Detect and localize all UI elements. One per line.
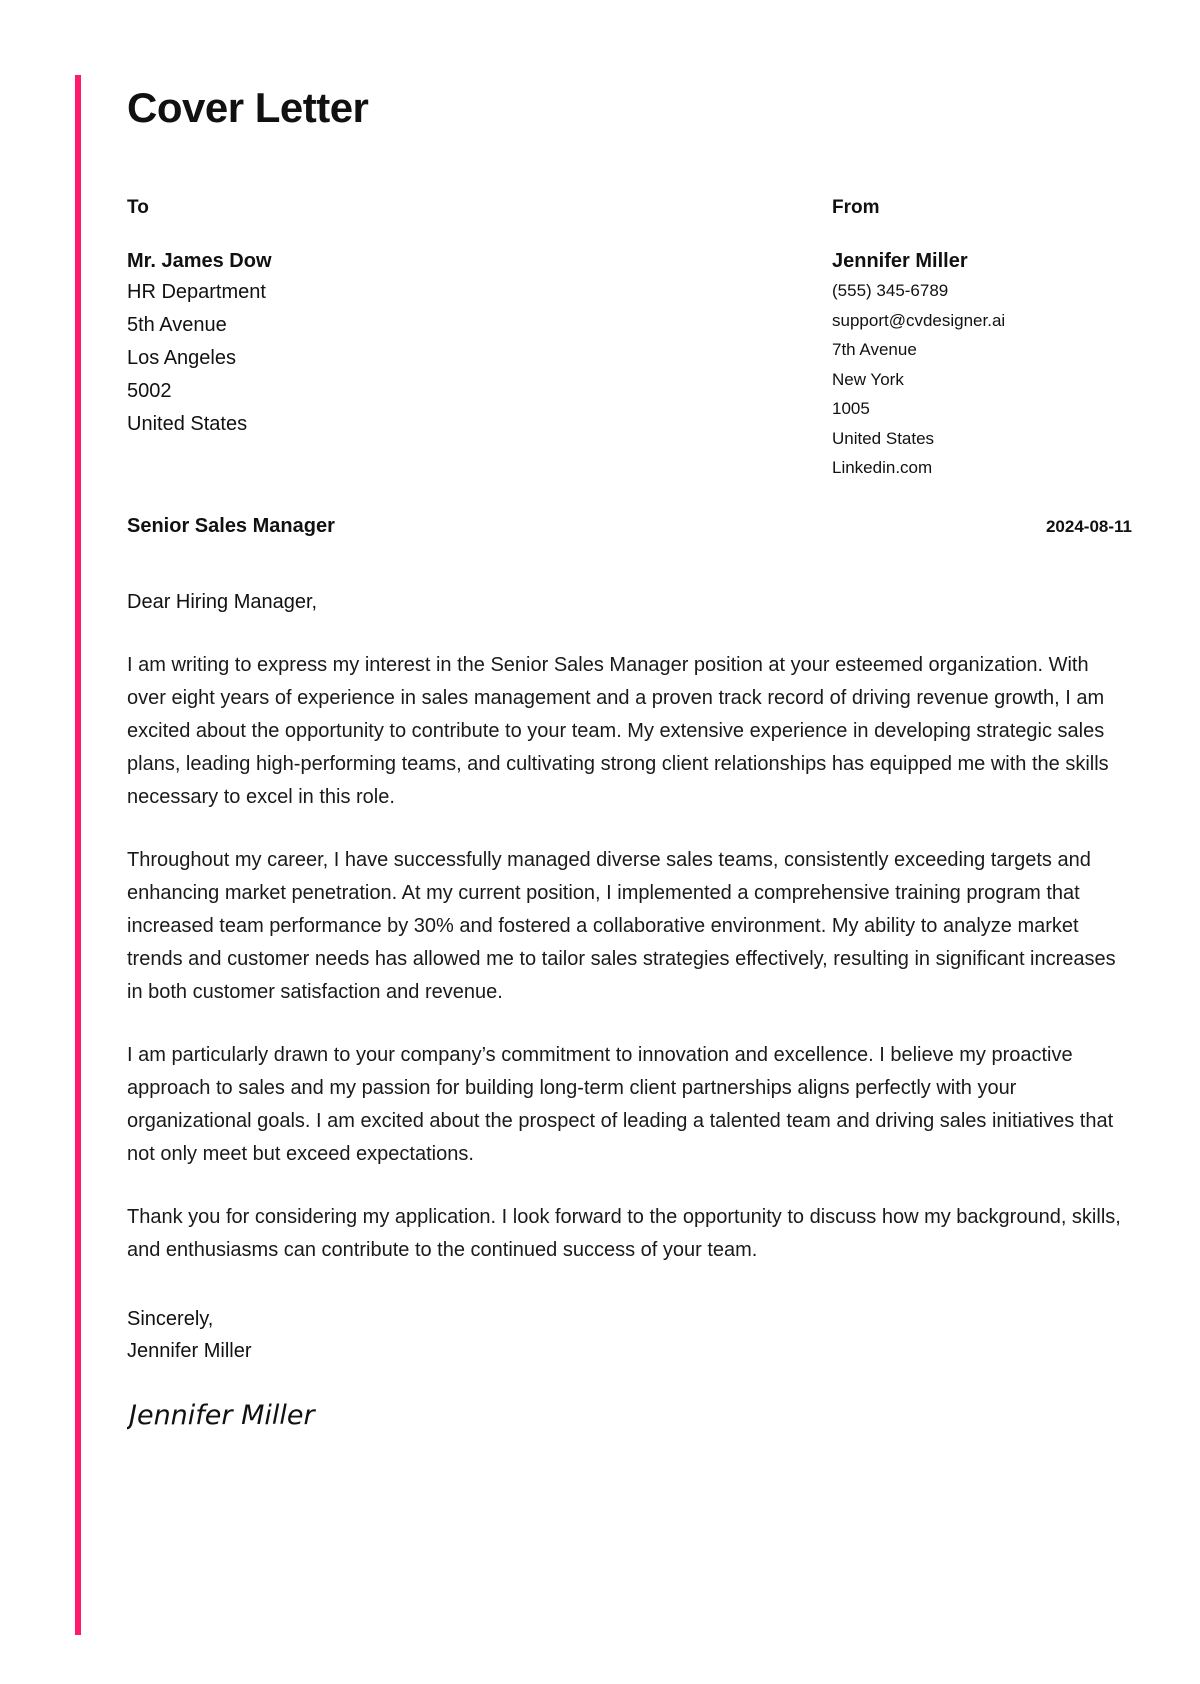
signature-image <box>127 1391 347 1435</box>
letter-meta <box>127 511 1132 542</box>
body-paragraph-2: Throughout my career, I have successfully managed diverse sales teams, consistently exceeding targets and enhancing market penetration. At my current position, I implemented a comprehensive training program that increased team performance by 30% and fostered a collaborative environment. My ability to analyze market trends and customer needs has allowed me to tailor sales strategies effectively, resulting in significant increases in both customer satisfaction and revenue. <box>127 848 1116 1003</box>
signature <box>127 1391 1132 1435</box>
body-paragraph-3: I am particularly drawn to your company’s commitment to innovation and excellence. I believe my proactive approach to sales and my passion for building long-term client partnerships aligns perfectly with your organizational goals. I am excited about the prospect of leading a talented team and driving sales initiatives that not only meet but exceed expectations. <box>127 1043 1114 1165</box>
cover-letter <box>127 80 1132 1435</box>
closing-name: Jennifer Miller <box>127 1339 252 1362</box>
sender-email: support@cvdesigner.ai <box>832 310 1006 330</box>
sender-linkedin: Linkedin.com <box>832 458 933 477</box>
address-block <box>127 196 1132 483</box>
closing-block <box>127 1303 1132 1367</box>
position-title: Senior Sales Manager <box>127 514 335 537</box>
accent-bar <box>75 75 81 1635</box>
page-title: Cover Letter <box>127 84 369 131</box>
recipient-street: 5th Avenue <box>127 314 227 336</box>
recipient-department: HR Department <box>127 281 266 303</box>
recipient-city: Los Angeles <box>127 347 236 369</box>
body-paragraph-4: Thank you for considering my application. I look forward to the opportunity to discuss how my background, skills, and enthusiasms can contribute to the continued success of your team. <box>127 1205 1121 1261</box>
sender-street: 7th Avenue <box>832 340 917 359</box>
letter-date: 2024-08-11 <box>1045 516 1132 536</box>
recipient-block <box>127 196 687 483</box>
sender-postal-code: 1005 <box>832 399 870 418</box>
recipient-postal-code: 5002 <box>127 380 172 402</box>
recipient-country: United States <box>127 413 248 435</box>
sender-phone: (555) 345-6789 <box>832 281 949 300</box>
sender-block <box>832 196 1132 483</box>
body-paragraph-1: I am writing to express my interest in the Senior Sales Manager position at your esteemed organization. With over eight years of experience in sales management and a proven track record of driving revenue growth, I am excited about the opportunity to contribute to your team. My extensive experience in developing strategic sales plans, leading high-performing teams, and cultivating strong client relationships has equipped me with the skills necessary to excel in this role. <box>127 653 1109 808</box>
sender-name: Jennifer Miller <box>832 250 968 272</box>
sender-country: United States <box>832 428 935 448</box>
closing-phrase: Sincerely, <box>127 1307 214 1330</box>
sender-heading: From <box>832 197 880 218</box>
recipient-heading: To <box>127 197 149 218</box>
salutation: Dear Hiring Manager, <box>127 590 318 613</box>
sender-city: New York <box>832 369 904 389</box>
signature-text: Jennifer Miller <box>129 1399 315 1431</box>
recipient-name: Mr. James Dow <box>127 250 272 272</box>
